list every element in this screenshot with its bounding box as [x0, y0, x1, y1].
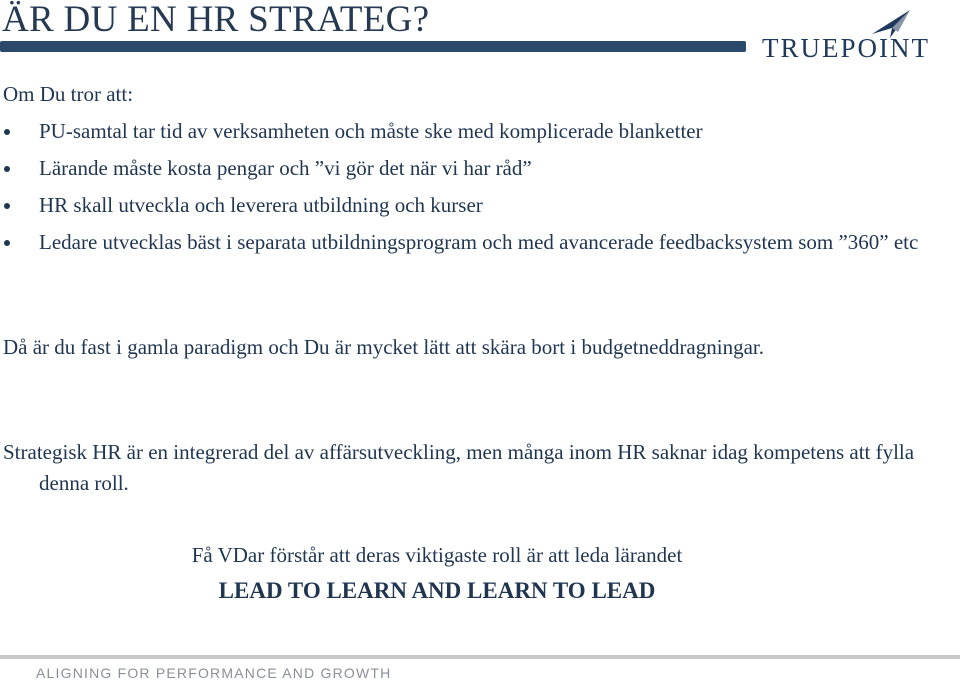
bullet-list — [0, 116, 940, 264]
truepoint-logo — [762, 8, 952, 64]
paragraph-strategic-hr: Strategisk HR är en integrerad del av affärsutveckling, men många inom HR saknar idag kompetens att fylla denna roll. — [3, 440, 915, 495]
footer-divider — [0, 655, 960, 659]
bullet-item: HR skall utveckla och leverera utbildning och kurser — [0, 190, 940, 221]
title-underline — [0, 41, 746, 52]
slide-title: ÄR DU EN HR STRATEG? — [2, 0, 430, 40]
closing-statement: Få VDar förstår att deras viktigaste roll är att leda lärandet — [191, 543, 683, 567]
paragraph-paradigm: Då är du fast i gamla paradigm och Du är mycket lätt att skära bort i budgetneddragningar. — [3, 335, 764, 359]
bullet-item: Ledare utvecklas bäst i separata utbildningsprogram och med avancerade feedbacksystem som ”360” etc — [0, 227, 940, 258]
bullet-item: PU-samtal tar tid av verksamheten och måste ske med komplicerade blanketter — [0, 116, 940, 147]
intro-text: Om Du tror att: — [3, 82, 134, 106]
bullet-item: Lärande måste kosta pengar och ”vi gör det när vi har råd” — [0, 153, 940, 184]
closing-slogan: LEAD TO LEARN AND LEARN TO LEAD — [218, 578, 656, 603]
footer-tagline: ALIGNING FOR PERFORMANCE AND GROWTH — [36, 665, 392, 681]
logo-wordmark: TRUEPOINT — [762, 33, 930, 63]
